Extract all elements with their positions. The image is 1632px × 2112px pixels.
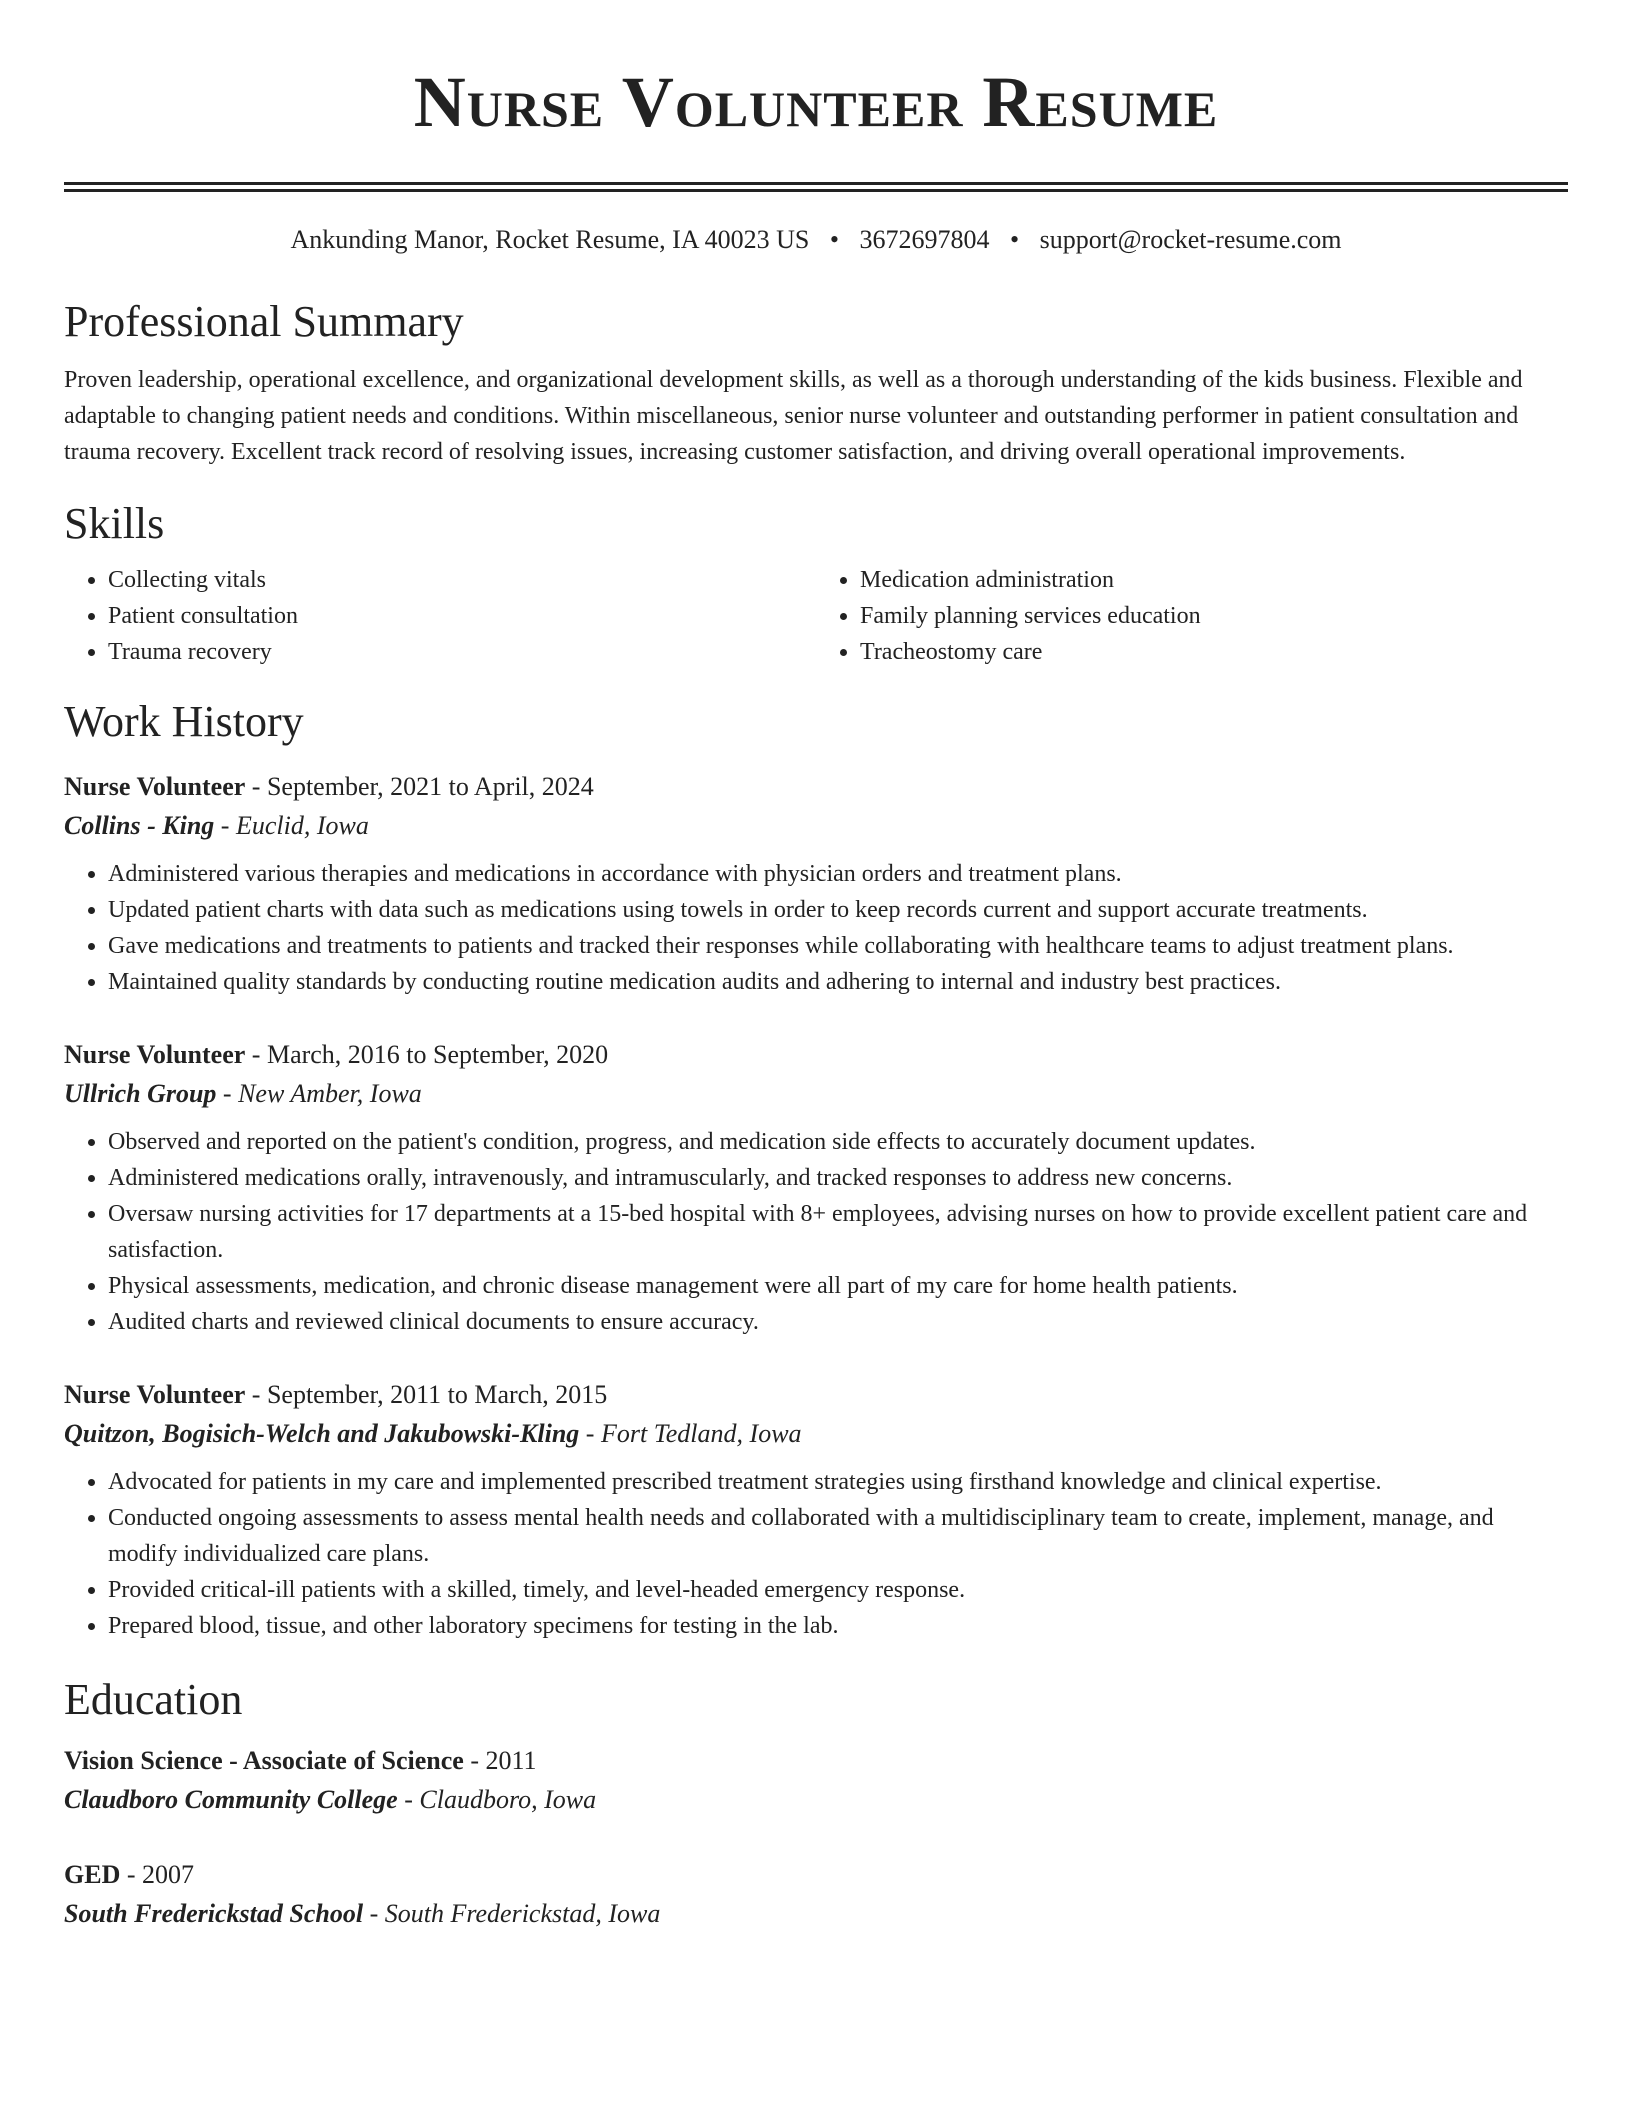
job-header bbox=[64, 1036, 1568, 1074]
job-header bbox=[64, 1376, 1568, 1414]
dash: - bbox=[245, 772, 267, 801]
job-header bbox=[64, 768, 1568, 806]
dash: - bbox=[120, 1860, 143, 1889]
job-bullets bbox=[64, 1124, 1568, 1340]
job-employer-line bbox=[64, 1414, 1568, 1454]
skill-item: • Medication administration bbox=[860, 562, 1568, 598]
skill-item: • Family planning services education bbox=[860, 598, 1568, 634]
education-school: Claudboro Community College bbox=[64, 1785, 398, 1814]
dash: - bbox=[245, 1040, 267, 1069]
job-bullet: • Prepared blood, tissue, and other laboratory specimens for testing in the lab. bbox=[108, 1608, 1568, 1644]
job-bullet: • Audited charts and reviewed clinical documents to ensure accuracy. bbox=[108, 1304, 1568, 1340]
dash: - bbox=[363, 1899, 385, 1928]
contact-line bbox=[64, 222, 1568, 258]
dash: - bbox=[397, 1785, 420, 1814]
job-location: Fort Tedland, Iowa bbox=[600, 1419, 802, 1448]
job-entry bbox=[64, 1376, 1568, 1644]
contact-address: Ankunding Manor, Rocket Resume, IA 40023 US bbox=[290, 225, 810, 254]
education-degree: GED bbox=[64, 1860, 121, 1889]
education-header bbox=[64, 1856, 1568, 1894]
summary-heading: Professional Summary bbox=[64, 297, 464, 346]
education-location: South Frederickstad, Iowa bbox=[384, 1899, 661, 1928]
job-title: Nurse Volunteer bbox=[64, 1040, 246, 1069]
education-degree: Vision Science - Associate of Science bbox=[64, 1746, 464, 1775]
skill-item: • Collecting vitals bbox=[108, 562, 816, 598]
work-history-heading: Work History bbox=[64, 697, 304, 746]
job-bullet: • Oversaw nursing activities for 17 departments at a 15-bed hospital with 8+ employees, advising nurses on how to provide excellent patient care and satisfaction. bbox=[108, 1196, 1568, 1268]
contact-email: support@rocket-resume.com bbox=[1039, 225, 1342, 254]
dash: - bbox=[245, 1380, 267, 1409]
job-bullet: • Conducted ongoing assessments to assess mental health needs and collaborated with a multidisciplinary team to create, implement, manage, and modify individualized care plans. bbox=[108, 1500, 1568, 1572]
job-bullet: • Advocated for patients in my care and implemented prescribed treatment strategies using firsthand knowledge and clinical expertise. bbox=[108, 1464, 1568, 1500]
dash: - bbox=[216, 1079, 239, 1108]
job-location: Euclid, Iowa bbox=[235, 811, 369, 840]
education-school-line bbox=[64, 1780, 1568, 1820]
education-header bbox=[64, 1742, 1568, 1780]
job-bullet: • Provided critical-ill patients with a skilled, timely, and level-headed emergency response. bbox=[108, 1572, 1568, 1608]
job-bullet: • Administered various therapies and medications in accordance with physician orders and treatment plans. bbox=[108, 856, 1568, 892]
skill-item: • Tracheostomy care bbox=[860, 634, 1568, 670]
resume-title: Nurse Volunteer Resume bbox=[413, 62, 1219, 142]
job-bullet: • Observed and reported on the patient's condition, progress, and medication side effects to accurately document updates. bbox=[108, 1124, 1568, 1160]
education-entry bbox=[64, 1856, 1568, 1934]
job-employer: Quitzon, Bogisich-Welch and Jakubowski-Kling bbox=[64, 1419, 580, 1448]
job-dates: September, 2021 to April, 2024 bbox=[266, 772, 594, 801]
contact-separator: • bbox=[829, 225, 839, 254]
job-bullet: • Updated patient charts with data such as medications using towels in order to keep records current and support accurate treatments. bbox=[108, 892, 1568, 928]
summary-text: Proven leadership, operational excellence, and organizational development skills, as well as a thorough understanding of the kids business. Flexible and adaptable to changing patient needs and conditions. Within miscellaneous, senior nurse volunteer and outstanding performer in patient consultation and trauma recovery. Excellent track record of resolving issues, increasing customer satisfaction, and driving overall operational improvements. bbox=[64, 367, 1523, 465]
job-employer: Collins - King bbox=[64, 811, 215, 840]
education-heading: Education bbox=[64, 1675, 243, 1724]
skills-list bbox=[64, 562, 1568, 670]
job-location: New Amber, Iowa bbox=[238, 1079, 422, 1108]
job-employer-line bbox=[64, 806, 1568, 846]
job-bullet: • Maintained quality standards by conducting routine medication audits and adhering to internal and industry best practices. bbox=[108, 964, 1568, 1000]
job-title: Nurse Volunteer bbox=[64, 772, 246, 801]
job-employer-line bbox=[64, 1074, 1568, 1114]
skills-column-left bbox=[64, 562, 816, 670]
skill-item: • Trauma recovery bbox=[108, 634, 816, 670]
education-entry bbox=[64, 1742, 1568, 1820]
job-bullet: • Physical assessments, medication, and chronic disease management were all part of my care for home health patients. bbox=[108, 1268, 1568, 1304]
job-title: Nurse Volunteer bbox=[64, 1380, 246, 1409]
job-bullet: • Administered medications orally, intravenously, and intramuscularly, and tracked responses to address new concerns. bbox=[108, 1160, 1568, 1196]
education-year: 2007 bbox=[142, 1860, 195, 1889]
job-bullets bbox=[64, 856, 1568, 1000]
job-bullet: • Gave medications and treatments to patients and tracked their responses while collaborating with healthcare teams to adjust treatment plans. bbox=[108, 928, 1568, 964]
dash: - bbox=[463, 1746, 486, 1775]
dash: - bbox=[579, 1419, 601, 1448]
job-entry bbox=[64, 768, 1568, 1000]
contact-separator: • bbox=[1010, 225, 1020, 254]
education-location: Claudboro, Iowa bbox=[419, 1785, 597, 1814]
job-dates: March, 2016 to September, 2020 bbox=[266, 1040, 609, 1069]
job-entry bbox=[64, 1036, 1568, 1340]
skills-column-right bbox=[816, 562, 1568, 670]
title-double-rule bbox=[64, 182, 1568, 192]
skill-item: • Patient consultation bbox=[108, 598, 816, 634]
education-school-line bbox=[64, 1894, 1568, 1934]
skills-heading: Skills bbox=[64, 499, 165, 548]
job-bullets bbox=[64, 1464, 1568, 1644]
job-employer: Ullrich Group bbox=[64, 1079, 217, 1108]
job-dates: September, 2011 to March, 2015 bbox=[266, 1380, 608, 1409]
contact-phone: 3672697804 bbox=[859, 225, 990, 254]
dash: - bbox=[214, 811, 236, 840]
education-school: South Frederickstad School bbox=[64, 1899, 364, 1928]
education-year: 2011 bbox=[485, 1746, 537, 1775]
